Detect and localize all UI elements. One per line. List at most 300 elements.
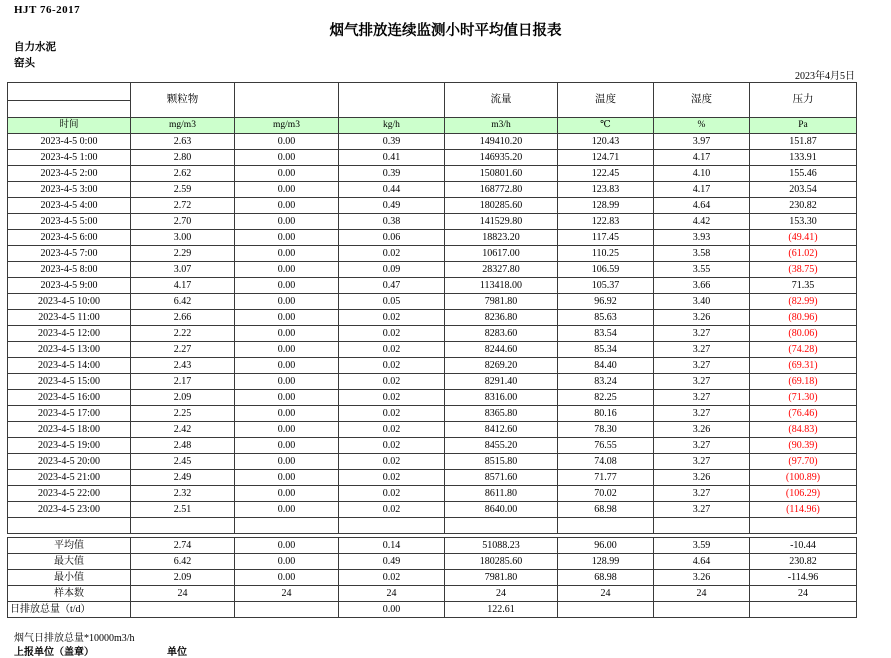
hourly-row-cell: 3.66 [654, 278, 750, 294]
summary-row-cell: 4.64 [654, 554, 750, 570]
summary-row-cell: 96.00 [558, 538, 654, 554]
hourly-row-cell: 230.82 [750, 198, 857, 214]
unit-time: 时间 [8, 118, 131, 134]
standard-code: HJT 76-2017 [14, 4, 81, 16]
hourly-row-cell: 2023-4-5 8:00 [8, 262, 131, 278]
hourly-row-cell: 3.27 [654, 390, 750, 406]
empty-row-cell [339, 518, 445, 534]
hourly-row-cell: 0.02 [339, 310, 445, 326]
hourly-row-cell: 82.25 [558, 390, 654, 406]
hourly-row-cell: 3.27 [654, 406, 750, 422]
hourly-row-cell: 4.17 [654, 150, 750, 166]
hourly-row [8, 406, 857, 422]
hourly-row-cell: (97.70) [750, 454, 857, 470]
hourly-row-cell: 0.00 [235, 486, 339, 502]
empty-row-cell [445, 518, 558, 534]
hourly-row-cell: 0.00 [235, 182, 339, 198]
summary-row-cell: 0.49 [339, 554, 445, 570]
hourly-row-cell: 2023-4-5 15:00 [8, 374, 131, 390]
hourly-row-cell: 0.02 [339, 486, 445, 502]
hourly-row-cell: (84.83) [750, 422, 857, 438]
summary-row-cell: 最大值 [8, 554, 131, 570]
summary-row-cell [558, 602, 654, 618]
hourly-row [8, 390, 857, 406]
hourly-row [8, 262, 857, 278]
hourly-row [8, 358, 857, 374]
summary-row-cell: 24 [750, 586, 857, 602]
time-header-top-cell [8, 83, 130, 101]
hourly-row [8, 166, 857, 182]
summary-row [8, 586, 857, 602]
summary-row [8, 538, 857, 554]
hourly-row-cell: 2023-4-5 5:00 [8, 214, 131, 230]
hourly-row-cell: 68.98 [558, 502, 654, 518]
hourly-row-cell: 0.00 [235, 470, 339, 486]
hourly-row-cell: 0.00 [235, 262, 339, 278]
summary-row-cell: 0.00 [235, 554, 339, 570]
hourly-row-cell: 0.41 [339, 150, 445, 166]
hourly-row-cell: (80.96) [750, 310, 857, 326]
hourly-row-cell: 2.45 [131, 454, 235, 470]
hourly-row-cell: 0.02 [339, 422, 445, 438]
unit-pa: Pa [750, 118, 857, 134]
hourly-row-cell: 2023-4-5 14:00 [8, 358, 131, 374]
hourly-row-cell: 2.48 [131, 438, 235, 454]
hourly-row-cell: 122.83 [558, 214, 654, 230]
hourly-row [8, 134, 857, 150]
time-header-split-cell [8, 83, 131, 118]
hourly-row-cell: 3.27 [654, 374, 750, 390]
monitor-point-name: 窑头 [14, 58, 35, 69]
hourly-row-cell: 0.47 [339, 278, 445, 294]
hourly-row-cell: 71.77 [558, 470, 654, 486]
hourly-row-cell: 10617.00 [445, 246, 558, 262]
summary-row-cell: 24 [235, 586, 339, 602]
hourly-row-cell: 3.27 [654, 486, 750, 502]
header-pressure: 压力 [750, 83, 857, 118]
hourly-row-cell: 0.00 [235, 358, 339, 374]
hourly-row-cell: 28327.80 [445, 262, 558, 278]
hourly-row-cell: 0.00 [235, 294, 339, 310]
hourly-row-cell: 3.26 [654, 310, 750, 326]
summary-table [7, 537, 857, 618]
hourly-row-cell: (61.02) [750, 246, 857, 262]
group-header-row [8, 83, 857, 118]
hourly-row [8, 150, 857, 166]
hourly-row [8, 326, 857, 342]
hourly-row-cell: 0.02 [339, 374, 445, 390]
hourly-row-cell: 3.27 [654, 502, 750, 518]
hourly-row-cell: 133.91 [750, 150, 857, 166]
hourly-row-cell: 4.64 [654, 198, 750, 214]
summary-row-cell: -10.44 [750, 538, 857, 554]
hourly-row [8, 198, 857, 214]
hourly-row-cell: 2023-4-5 23:00 [8, 502, 131, 518]
hourly-row-cell: 0.38 [339, 214, 445, 230]
hourly-row-cell: 0.00 [235, 310, 339, 326]
summary-row-cell: 最小值 [8, 570, 131, 586]
hourly-row-cell: 0.00 [235, 246, 339, 262]
unit-mgm3-2: mg/m3 [235, 118, 339, 134]
hourly-row-cell: 8455.20 [445, 438, 558, 454]
hourly-row-cell: 120.43 [558, 134, 654, 150]
summary-row-cell: 平均值 [8, 538, 131, 554]
hourly-row-cell: 124.71 [558, 150, 654, 166]
unit-m3h: m3/h [445, 118, 558, 134]
hourly-row-cell: 3.97 [654, 134, 750, 150]
summary-row-cell: 2.74 [131, 538, 235, 554]
hourly-row [8, 422, 857, 438]
empty-row-cell [750, 518, 857, 534]
hourly-row-cell: 123.83 [558, 182, 654, 198]
hourly-row-cell: 0.00 [235, 502, 339, 518]
hourly-row-cell: 0.02 [339, 502, 445, 518]
hourly-row-cell: 78.30 [558, 422, 654, 438]
hourly-row-cell: 8412.60 [445, 422, 558, 438]
hourly-row-cell: 3.93 [654, 230, 750, 246]
hourly-row-cell: 2023-4-5 9:00 [8, 278, 131, 294]
hourly-row-cell: 8640.00 [445, 502, 558, 518]
hourly-row-cell: 141529.80 [445, 214, 558, 230]
hourly-row-cell: 4.10 [654, 166, 750, 182]
summary-row-cell: 68.98 [558, 570, 654, 586]
report-date: 2023年4月5日 [795, 71, 855, 82]
hourly-row-cell: 0.00 [235, 438, 339, 454]
summary-row-cell [654, 602, 750, 618]
summary-row-cell: 0.00 [235, 538, 339, 554]
hourly-row-cell: 168772.80 [445, 182, 558, 198]
empty-row-cell [654, 518, 750, 534]
hourly-row-cell: 117.45 [558, 230, 654, 246]
hourly-row-cell: 0.02 [339, 358, 445, 374]
hourly-row-cell: 122.45 [558, 166, 654, 182]
hourly-row-cell: 2.62 [131, 166, 235, 182]
summary-row-cell [750, 602, 857, 618]
summary-row-cell: 24 [131, 586, 235, 602]
hourly-row-cell: 2.59 [131, 182, 235, 198]
hourly-row-cell: 18823.20 [445, 230, 558, 246]
page-title: 烟气排放连续监测小时平均值日报表 [329, 23, 562, 39]
hourly-row-cell: 106.59 [558, 262, 654, 278]
empty-row-cell [131, 518, 235, 534]
summary-row-cell: 3.26 [654, 570, 750, 586]
summary-row-cell: 6.42 [131, 554, 235, 570]
summary-row-cell: 7981.80 [445, 570, 558, 586]
hourly-row-cell: 6.42 [131, 294, 235, 310]
hourly-row-cell: 0.00 [235, 150, 339, 166]
hourly-row-cell: 74.08 [558, 454, 654, 470]
hourly-row-cell: 8244.60 [445, 342, 558, 358]
company-name: 自力水泥 [14, 42, 56, 53]
time-header-bottom-cell [8, 101, 130, 117]
hourly-row-cell: 2.25 [131, 406, 235, 422]
hourly-row [8, 342, 857, 358]
hourly-row [8, 486, 857, 502]
hourly-row-cell: 2023-4-5 0:00 [8, 134, 131, 150]
summary-row-cell: 日排放总量（t/d） [8, 602, 131, 618]
hourly-row-cell: 3.27 [654, 342, 750, 358]
hourly-row-cell: 2023-4-5 1:00 [8, 150, 131, 166]
hourly-row-cell: 3.27 [654, 438, 750, 454]
hourly-row [8, 438, 857, 454]
hourly-row-cell: (90.39) [750, 438, 857, 454]
hourly-row-cell: 2023-4-5 11:00 [8, 310, 131, 326]
hourly-row-cell: 2.17 [131, 374, 235, 390]
hourly-row-cell: 2023-4-5 20:00 [8, 454, 131, 470]
hourly-row-cell: 0.06 [339, 230, 445, 246]
hourly-row-cell: 0.02 [339, 390, 445, 406]
summary-row-cell: 180285.60 [445, 554, 558, 570]
hourly-row-cell: 151.87 [750, 134, 857, 150]
hourly-row-cell: 0.44 [339, 182, 445, 198]
hourly-row-cell: 2.63 [131, 134, 235, 150]
hourly-row-cell: 8571.60 [445, 470, 558, 486]
hourly-row-cell: 2023-4-5 22:00 [8, 486, 131, 502]
hourly-row [8, 502, 857, 518]
hourly-row-cell: 8515.80 [445, 454, 558, 470]
hourly-row-cell: 0.00 [235, 198, 339, 214]
summary-row-cell: 230.82 [750, 554, 857, 570]
hourly-row-cell: 83.24 [558, 374, 654, 390]
hourly-row-cell: 71.35 [750, 278, 857, 294]
hourly-row-cell: 2.43 [131, 358, 235, 374]
hourly-row-cell: 0.00 [235, 390, 339, 406]
hourly-row-cell: 0.49 [339, 198, 445, 214]
header-flow: 流量 [445, 83, 558, 118]
hourly-row-cell: 3.00 [131, 230, 235, 246]
hourly-row-cell: 146935.20 [445, 150, 558, 166]
summary-row-cell [131, 602, 235, 618]
hourly-row-cell: 85.34 [558, 342, 654, 358]
hourly-row [8, 374, 857, 390]
empty-row-cell [235, 518, 339, 534]
summary-row-cell: 24 [445, 586, 558, 602]
hourly-row [8, 230, 857, 246]
hourly-row-cell: 80.16 [558, 406, 654, 422]
hourly-row-cell: 2023-4-5 2:00 [8, 166, 131, 182]
summary-row [8, 602, 857, 618]
hourly-row-cell: (71.30) [750, 390, 857, 406]
hourly-row [8, 454, 857, 470]
hourly-row-cell: 0.00 [235, 406, 339, 422]
hourly-row-cell: 2023-4-5 7:00 [8, 246, 131, 262]
hourly-row-cell: (69.18) [750, 374, 857, 390]
summary-row-cell: 0.00 [339, 602, 445, 618]
hourly-row-cell: 0.00 [235, 326, 339, 342]
hourly-row-cell: 2.09 [131, 390, 235, 406]
hourly-row-cell: 2023-4-5 13:00 [8, 342, 131, 358]
hourly-row-cell: 2.32 [131, 486, 235, 502]
hourly-row-cell: 2023-4-5 6:00 [8, 230, 131, 246]
flow-total-footnote: 烟气日排放总量*10000m3/h [14, 633, 135, 644]
hourly-row-cell: 3.40 [654, 294, 750, 310]
header-humidity: 湿度 [654, 83, 750, 118]
summary-row-cell: 样本数 [8, 586, 131, 602]
hourly-row [8, 182, 857, 198]
reporting-unit-label: 上报单位（盖章） [14, 647, 94, 658]
hourly-row-cell: 0.09 [339, 262, 445, 278]
hourly-row-cell: 0.00 [235, 230, 339, 246]
summary-row-cell: 128.99 [558, 554, 654, 570]
hourly-row-cell: 2.70 [131, 214, 235, 230]
hourly-row-cell: 150801.60 [445, 166, 558, 182]
hourly-row-cell: 2023-4-5 18:00 [8, 422, 131, 438]
empty-row-cell [8, 518, 131, 534]
hourly-row-cell: (38.75) [750, 262, 857, 278]
hourly-row-cell: 85.63 [558, 310, 654, 326]
header-blank-2 [339, 83, 445, 118]
hourly-row-cell: 2.80 [131, 150, 235, 166]
summary-row-cell: 24 [654, 586, 750, 602]
hourly-row-cell: 0.00 [235, 374, 339, 390]
hourly-row-cell: 3.27 [654, 358, 750, 374]
hourly-row-cell: 2.27 [131, 342, 235, 358]
summary-row-cell: 0.00 [235, 570, 339, 586]
hourly-row-cell: 8291.40 [445, 374, 558, 390]
summary-row [8, 554, 857, 570]
hourly-row-cell: 2.49 [131, 470, 235, 486]
hourly-row-cell: 70.02 [558, 486, 654, 502]
hourly-row-cell: 2023-4-5 12:00 [8, 326, 131, 342]
hourly-row-cell: 2023-4-5 10:00 [8, 294, 131, 310]
summary-row-cell: 51088.23 [445, 538, 558, 554]
hourly-row-cell: 2023-4-5 4:00 [8, 198, 131, 214]
hourly-row-cell: (100.89) [750, 470, 857, 486]
hourly-row-cell: (114.96) [750, 502, 857, 518]
hourly-row-cell: 3.26 [654, 422, 750, 438]
unit-kgh: kg/h [339, 118, 445, 134]
hourly-row-cell: 2023-4-5 3:00 [8, 182, 131, 198]
header-temperature: 温度 [558, 83, 654, 118]
hourly-row-cell: 0.00 [235, 422, 339, 438]
summary-row-cell: 24 [558, 586, 654, 602]
unit-celsius: ℃ [558, 118, 654, 134]
hourly-row [8, 470, 857, 486]
hourly-row-cell: 4.17 [131, 278, 235, 294]
summary-row-cell: 2.09 [131, 570, 235, 586]
hourly-row-cell: 4.17 [654, 182, 750, 198]
hourly-row-cell: 0.02 [339, 438, 445, 454]
unit-mgm3-1: mg/m3 [131, 118, 235, 134]
hourly-row-cell: 0.02 [339, 342, 445, 358]
hourly-row-cell: 0.39 [339, 166, 445, 182]
hourly-row-cell: 3.55 [654, 262, 750, 278]
summary-row-cell [235, 602, 339, 618]
unit-label: 单位 [167, 647, 187, 658]
hourly-row-cell: 7981.80 [445, 294, 558, 310]
hourly-row-cell: 0.02 [339, 326, 445, 342]
hourly-row [8, 214, 857, 230]
hourly-row-cell: 84.40 [558, 358, 654, 374]
hourly-row-cell: 8316.00 [445, 390, 558, 406]
hourly-row-cell: 2023-4-5 16:00 [8, 390, 131, 406]
summary-row [8, 570, 857, 586]
hourly-row-cell: 0.02 [339, 454, 445, 470]
hourly-row-cell: 2.22 [131, 326, 235, 342]
hourly-row [8, 246, 857, 262]
hourly-row-cell: 8283.60 [445, 326, 558, 342]
hourly-row-cell: (49.41) [750, 230, 857, 246]
hourly-row-cell: 8611.80 [445, 486, 558, 502]
hourly-row-cell: 2.72 [131, 198, 235, 214]
hourly-row [8, 278, 857, 294]
unit-percent: % [654, 118, 750, 134]
hourly-row-cell: 2023-4-5 17:00 [8, 406, 131, 422]
hourly-row-cell: 83.54 [558, 326, 654, 342]
hourly-row-cell: 149410.20 [445, 134, 558, 150]
header-blank-1 [235, 83, 339, 118]
hourly-row-cell: 0.00 [235, 342, 339, 358]
hourly-row-cell: 2.42 [131, 422, 235, 438]
hourly-row-cell: 2.51 [131, 502, 235, 518]
hourly-row-cell: 128.99 [558, 198, 654, 214]
summary-row-cell: -114.96 [750, 570, 857, 586]
hourly-row-cell: 3.27 [654, 326, 750, 342]
empty-row-cell [558, 518, 654, 534]
hourly-row-cell: 2023-4-5 21:00 [8, 470, 131, 486]
hourly-row-cell: 8269.20 [445, 358, 558, 374]
hourly-row-cell: (76.46) [750, 406, 857, 422]
hourly-row-cell: 3.07 [131, 262, 235, 278]
empty-row [8, 518, 857, 534]
hourly-row-cell: 3.58 [654, 246, 750, 262]
hourly-data-table [7, 82, 857, 534]
hourly-row-cell: 0.39 [339, 134, 445, 150]
hourly-row-cell: (82.99) [750, 294, 857, 310]
hourly-row [8, 310, 857, 326]
hourly-row-cell: 155.46 [750, 166, 857, 182]
hourly-row-cell: 203.54 [750, 182, 857, 198]
hourly-row-cell: 0.00 [235, 134, 339, 150]
hourly-row-cell: 76.55 [558, 438, 654, 454]
hourly-row-cell: 4.42 [654, 214, 750, 230]
summary-row-cell: 24 [339, 586, 445, 602]
hourly-row-cell: 3.27 [654, 454, 750, 470]
hourly-row-cell: 0.02 [339, 406, 445, 422]
hourly-row-cell: 3.26 [654, 470, 750, 486]
hourly-row-cell: (74.28) [750, 342, 857, 358]
hourly-row-cell: (106.29) [750, 486, 857, 502]
hourly-row-cell: 0.02 [339, 470, 445, 486]
hourly-row-cell: 180285.60 [445, 198, 558, 214]
hourly-row [8, 294, 857, 310]
report-table-area [7, 82, 856, 618]
hourly-row-cell: (69.31) [750, 358, 857, 374]
hourly-row-cell: 0.00 [235, 278, 339, 294]
summary-row-cell: 0.14 [339, 538, 445, 554]
units-row [8, 118, 857, 134]
hourly-row-cell: 153.30 [750, 214, 857, 230]
summary-row-cell: 0.02 [339, 570, 445, 586]
summary-row-cell: 122.61 [445, 602, 558, 618]
hourly-row-cell: 113418.00 [445, 278, 558, 294]
hourly-row-cell: 0.00 [235, 166, 339, 182]
hourly-row-cell: 0.05 [339, 294, 445, 310]
hourly-row-cell: 96.92 [558, 294, 654, 310]
hourly-row-cell: 105.37 [558, 278, 654, 294]
hourly-row-cell: 0.02 [339, 246, 445, 262]
hourly-row-cell: 2.29 [131, 246, 235, 262]
hourly-row-cell: 8365.80 [445, 406, 558, 422]
hourly-row-cell: 8236.80 [445, 310, 558, 326]
hourly-row-cell: (80.06) [750, 326, 857, 342]
hourly-row-cell: 2.66 [131, 310, 235, 326]
summary-row-cell: 3.59 [654, 538, 750, 554]
hourly-row-cell: 2023-4-5 19:00 [8, 438, 131, 454]
header-particulate: 颗粒物 [131, 83, 235, 118]
hourly-row-cell: 0.00 [235, 454, 339, 470]
hourly-row-cell: 0.00 [235, 214, 339, 230]
